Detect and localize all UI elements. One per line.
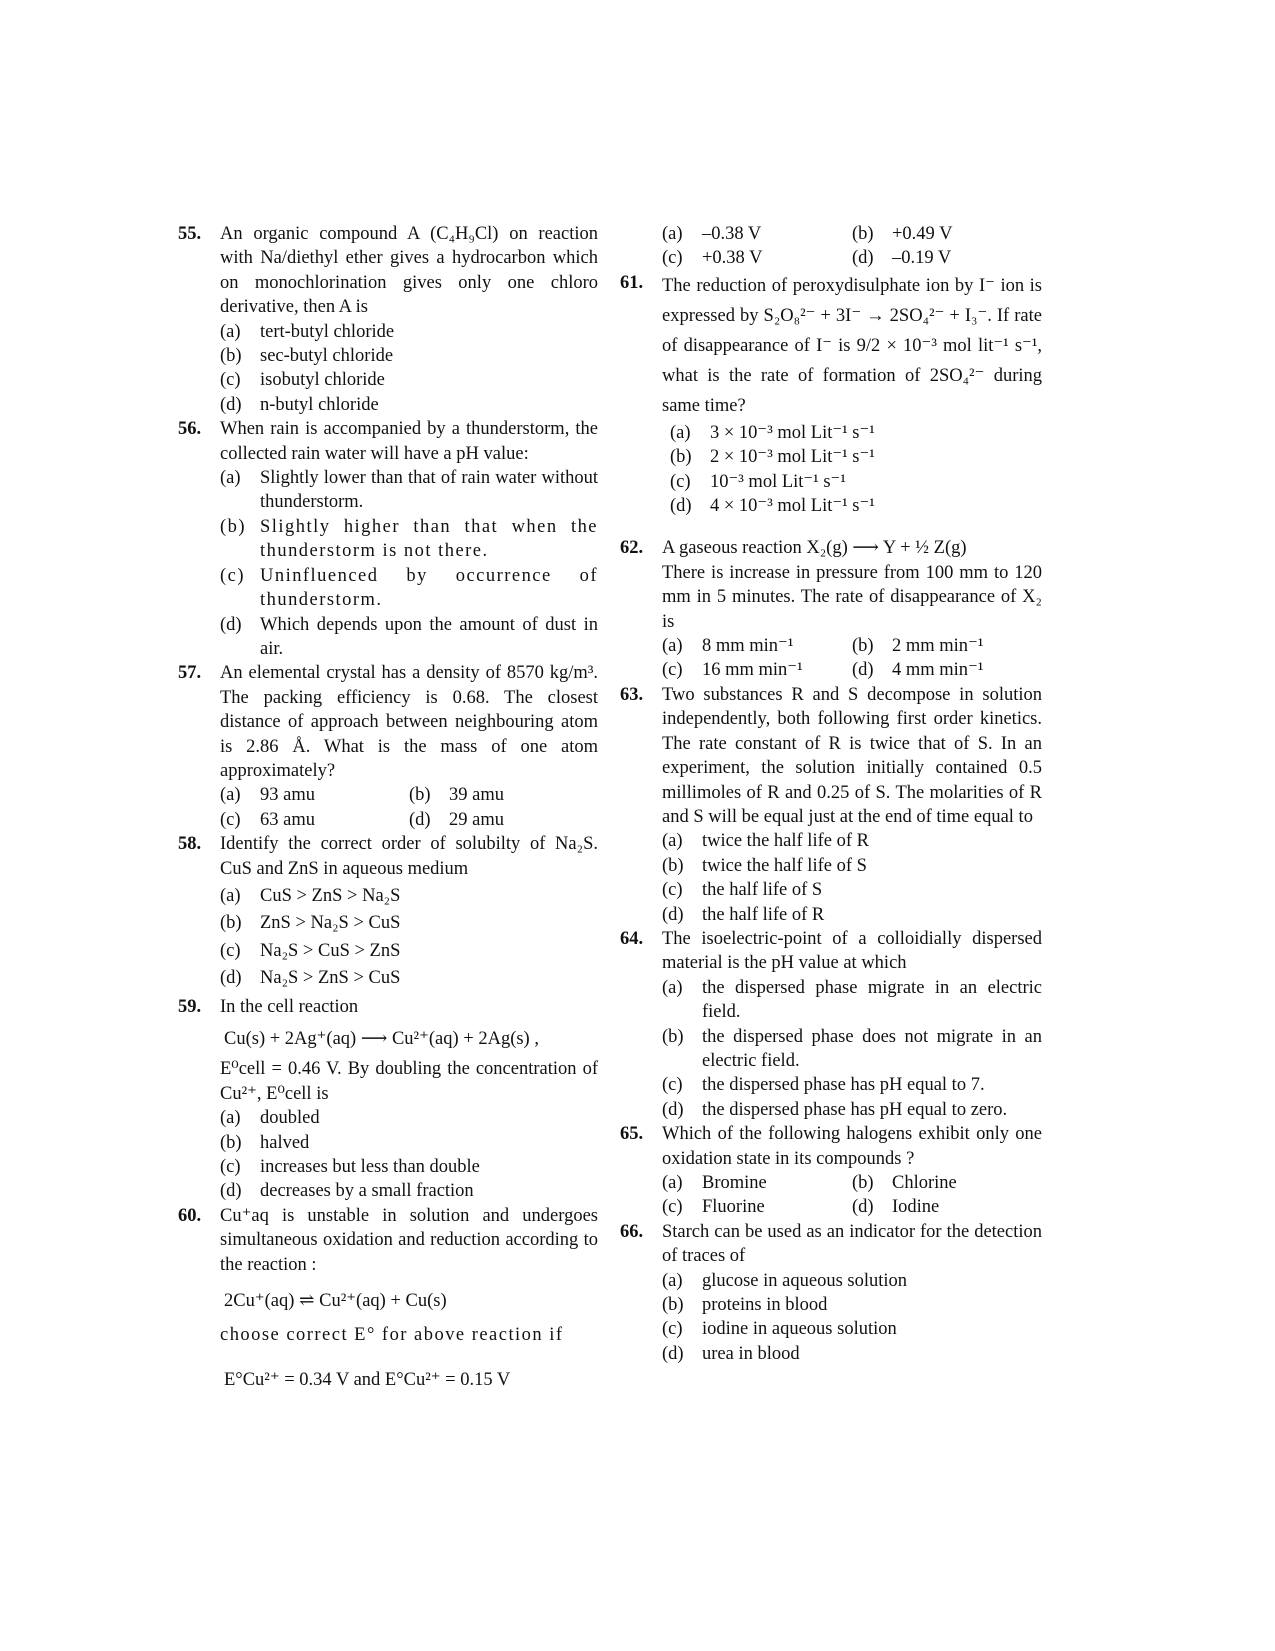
option-label: (c) <box>670 471 691 492</box>
option-label: (a) <box>662 1173 683 1193</box>
option-a <box>662 222 852 246</box>
option-d <box>409 808 598 832</box>
option-b <box>852 634 1042 658</box>
option-text: –0.38 V <box>702 224 762 244</box>
electrode-potentials: E°Cu²⁺ = 0.34 V and E°Cu²⁺ = 0.15 V <box>224 1369 511 1390</box>
option-b <box>220 344 598 368</box>
question-57 <box>178 661 598 832</box>
option-c <box>220 808 409 832</box>
option-label: (d) <box>662 904 684 925</box>
option-text: ZnS > Na₂S > CuS <box>260 913 401 934</box>
option-text: Fluorine <box>702 1197 765 1218</box>
question-number: 61. <box>620 272 644 293</box>
option-a <box>662 829 1042 853</box>
question-61 <box>620 271 1042 519</box>
option-b <box>670 445 1042 469</box>
option-d <box>220 613 598 662</box>
option-text: Iodine <box>892 1197 940 1218</box>
option-d <box>220 966 598 990</box>
option-b <box>662 854 1042 878</box>
options-grid <box>220 783 598 832</box>
option-label: (d) <box>662 1343 684 1364</box>
option-label: (a) <box>662 977 683 998</box>
question-66 <box>620 1220 1042 1366</box>
option-text: iodine in aqueous solution <box>702 1319 897 1340</box>
option-text: the dispersed phase does not migrate in an electric field. <box>702 1026 1042 1071</box>
question-63 <box>620 683 1042 927</box>
option-label: (c) <box>662 660 683 681</box>
option-label: (c) <box>220 809 241 830</box>
option-label: (d) <box>220 614 242 635</box>
question-text: There is increase in pressure from 100 mm to 120 mm in 5 minutes. The rate of disappearance of X₂ is <box>662 562 1042 632</box>
question-text: Cu⁺aq is unstable in solution and undergoes simultaneous oxidation and reduction according to the reaction : <box>220 1205 598 1275</box>
option-label: (b) <box>670 447 692 468</box>
option-text: Na₂S > ZnS > CuS <box>260 968 401 989</box>
question-text: When rain is accompanied by a thunderstorm, the collected rain water will have a pH value: <box>220 419 598 464</box>
option-label: (c) <box>220 370 241 391</box>
option-label: (d) <box>220 968 242 989</box>
option-text: glucose in aqueous solution <box>702 1270 908 1291</box>
option-c <box>662 878 1042 902</box>
option-label: (d) <box>409 809 431 830</box>
option-c <box>662 1317 1042 1341</box>
option-label: (b) <box>852 224 874 244</box>
option-label: (a) <box>662 224 683 244</box>
option-text: Which depends upon the amount of dust in air. <box>260 614 598 659</box>
option-text: +0.38 V <box>702 248 763 269</box>
question-number: 56. <box>178 419 202 440</box>
reaction-equation: A gaseous reaction X₂(g) ⟶ Y + ½ Z(g) <box>662 538 967 559</box>
option-text: Uninfluenced by occurrence of thunderstorm. <box>260 565 598 611</box>
option-text: 63 amu <box>260 809 315 830</box>
option-text: the dispersed phase has pH equal to zero. <box>702 1099 1008 1120</box>
option-c <box>220 1155 598 1179</box>
option-a <box>220 466 598 515</box>
question-number: 59. <box>178 996 202 1017</box>
option-c <box>662 1073 1042 1097</box>
option-label: (c) <box>662 1319 683 1340</box>
option-label: (b) <box>852 636 874 657</box>
option-text: 4 × 10⁻³ mol Lit⁻¹ s⁻¹ <box>710 496 875 517</box>
option-text: decreases by a small fraction <box>260 1181 474 1202</box>
option-text: the half life of S <box>702 880 823 901</box>
option-c <box>220 564 598 613</box>
options-grid <box>662 634 1042 683</box>
option-label: (c) <box>662 248 683 269</box>
option-text: the half life of R <box>702 904 825 925</box>
option-a <box>662 1171 852 1195</box>
option-text: 10⁻³ mol Lit⁻¹ s⁻¹ <box>710 471 846 492</box>
option-text: Slightly higher than that when the thunderstorm is not there. <box>260 516 598 562</box>
option-label: (b) <box>662 855 684 876</box>
option-label: (b) <box>220 346 242 367</box>
option-a <box>670 421 1042 445</box>
option-text: 3 × 10⁻³ mol Lit⁻¹ s⁻¹ <box>710 422 875 443</box>
option-label: (d) <box>220 1181 242 1202</box>
option-text: tert-butyl chloride <box>260 321 395 342</box>
option-a <box>662 976 1042 1025</box>
option-text: n-butyl chloride <box>260 394 379 415</box>
option-c <box>220 368 598 392</box>
option-c <box>662 246 852 270</box>
option-d <box>852 246 1042 270</box>
option-d <box>220 1179 598 1203</box>
question-text-2: E⁰cell = 0.46 V. By doubling the concentration of Cu²⁺, E⁰cell is <box>220 1059 598 1104</box>
question-number: 66. <box>620 1221 644 1242</box>
option-b <box>409 783 598 807</box>
option-b <box>852 222 1042 246</box>
option-b <box>220 911 598 935</box>
option-c <box>662 1195 852 1219</box>
question-number: 57. <box>178 663 202 684</box>
option-text: 8 mm min⁻¹ <box>702 636 794 657</box>
disproportionation-equation: 2Cu⁺(aq) ⇌ Cu²⁺(aq) + Cu(s) <box>224 1291 447 1312</box>
option-d <box>670 494 1042 518</box>
left-column <box>178 222 598 1398</box>
option-d <box>662 1342 1042 1366</box>
question-number: 64. <box>620 928 644 949</box>
option-text: 16 mm min⁻¹ <box>702 660 803 681</box>
option-text: 93 amu <box>260 785 315 806</box>
cell-reaction-equation: Cu(s) + 2Ag⁺(aq) ⟶ Cu²⁺(aq) + 2Ag(s) , <box>224 1029 539 1049</box>
option-d <box>852 1195 1042 1219</box>
question-number: 58. <box>178 834 202 855</box>
option-text: Na₂S > CuS > ZnS <box>260 940 401 961</box>
question-60-options <box>620 222 1042 271</box>
option-b <box>852 1171 1042 1195</box>
question-58 <box>178 832 598 990</box>
option-b <box>220 1131 598 1155</box>
question-text: Which of the following halogens exhibit only one oxidation state in its compounds ? <box>662 1124 1042 1169</box>
question-text-2: choose correct E° for above reaction if <box>220 1325 564 1346</box>
option-text: +0.49 V <box>892 224 953 244</box>
question-56 <box>178 417 598 661</box>
options-grid <box>662 1171 1042 1220</box>
option-text: the dispersed phase migrate in an electric field. <box>702 977 1042 1023</box>
option-label: (b) <box>852 1173 874 1193</box>
option-label: (c) <box>662 880 683 901</box>
question-65 <box>620 1122 1042 1220</box>
option-text: increases but less than double <box>260 1157 480 1178</box>
option-text: CuS > ZnS > Na₂S <box>260 885 401 906</box>
option-label: (d) <box>852 1197 874 1218</box>
option-label: (a) <box>220 468 241 489</box>
option-d <box>852 658 1042 682</box>
option-label: (a) <box>662 1270 683 1291</box>
option-label: (a) <box>220 885 241 906</box>
right-column <box>620 222 1042 1366</box>
option-c <box>670 470 1042 494</box>
option-text: the dispersed phase has pH equal to 7. <box>702 1075 985 1096</box>
question-text: Identify the correct order of solubilty of Na₂S. CuS and ZnS in aqueous medium <box>220 834 598 879</box>
option-text: 2 × 10⁻³ mol Lit⁻¹ s⁻¹ <box>710 447 875 468</box>
question-number: 65. <box>620 1124 644 1145</box>
option-d <box>662 1098 1042 1122</box>
option-label: (b) <box>220 913 242 934</box>
option-a <box>662 634 852 658</box>
option-label: (d) <box>852 248 874 269</box>
option-label: (d) <box>662 1099 684 1120</box>
option-text: doubled <box>260 1108 320 1129</box>
option-label: (a) <box>662 831 683 852</box>
question-text: Two substances R and S decompose in solution independently, both following first order kinetics. The rate constant of R is twice that of S. In an experiment, the solution initially contained 0.5 millimoles of R and 0.25 of S. The molarities of R and S will be equal just at the end of time equal to <box>662 684 1042 827</box>
option-a <box>220 1106 598 1130</box>
option-text: 2 mm min⁻¹ <box>892 636 984 657</box>
option-label: (c) <box>220 565 245 586</box>
option-text: sec-butyl chloride <box>260 346 394 367</box>
option-label: (d) <box>220 394 242 415</box>
question-text: Starch can be used as an indicator for the detection of traces of <box>662 1221 1042 1267</box>
question-60 <box>178 1204 598 1392</box>
option-text: 4 mm min⁻¹ <box>892 660 984 681</box>
option-text: urea in blood <box>702 1343 800 1364</box>
option-text: proteins in blood <box>702 1295 828 1316</box>
option-label: (a) <box>670 422 691 443</box>
option-a <box>662 1269 1042 1293</box>
option-label: (b) <box>220 1132 242 1153</box>
option-label: (b) <box>409 785 431 806</box>
option-label: (a) <box>662 636 683 657</box>
option-label: (a) <box>220 785 241 806</box>
option-label: (a) <box>220 1108 241 1129</box>
option-text: halved <box>260 1132 310 1153</box>
option-d <box>220 393 598 417</box>
option-text: –0.19 V <box>892 248 952 269</box>
option-a <box>220 783 409 807</box>
question-number: 63. <box>620 684 644 705</box>
question-text: The reduction of peroxydisulphate ion by I⁻ ion is expressed by S₂O₈²⁻ + 3I⁻ → 2SO₄²⁻ + I₃⁻. If rate of disappearance of I⁻ is 9/2 × 10⁻³ mol lit⁻¹ s⁻¹, what is the rate of formation of 2SO₄²⁻ during same time? <box>662 275 1042 416</box>
question-number: 62. <box>620 538 644 559</box>
option-b <box>662 1025 1042 1074</box>
option-text: Bromine <box>702 1173 767 1193</box>
option-label: (d) <box>852 660 874 681</box>
question-59 <box>178 995 598 1204</box>
option-d <box>662 903 1042 927</box>
option-text: isobutyl chloride <box>260 370 385 391</box>
question-text: In the cell reaction <box>220 996 359 1017</box>
option-text: 39 amu <box>449 785 504 806</box>
option-label: (b) <box>662 1295 684 1316</box>
option-label: (c) <box>662 1197 683 1218</box>
option-label: (b) <box>662 1026 684 1047</box>
option-a <box>220 320 598 344</box>
option-label: (c) <box>220 940 241 961</box>
question-62 <box>620 536 1042 682</box>
option-b <box>662 1293 1042 1317</box>
option-a <box>220 884 598 908</box>
option-text: twice the half life of S <box>702 855 867 876</box>
question-text: The isoelectric-point of a colloidially dispersed material is the pH value at which <box>662 928 1042 974</box>
options-list <box>662 421 1042 519</box>
option-text: 29 amu <box>449 809 504 830</box>
question-text: An elemental crystal has a density of 8570 kg/m³. The packing efficiency is 0.68. The closest distance of approach between neighbouring atom is 2.86 Å. What is the mass of one atom approximately? <box>220 663 598 781</box>
option-text: Chlorine <box>892 1173 957 1193</box>
question-number: 60. <box>178 1205 202 1226</box>
question-64 <box>620 927 1042 1122</box>
option-label: (a) <box>220 321 241 342</box>
option-c <box>662 658 852 682</box>
option-label: (d) <box>670 496 692 517</box>
option-label: (c) <box>220 1157 241 1178</box>
option-b <box>220 515 598 564</box>
option-text: Slightly lower than that of rain water without thunderstorm. <box>260 468 598 513</box>
option-label: (c) <box>662 1075 683 1096</box>
question-text: An organic compound A (C₄H₉Cl) on reaction with Na/diethyl ether gives a hydrocarbon which on monochlorination gives only one chloro derivative, then A is <box>220 224 598 318</box>
question-55 <box>178 222 598 417</box>
option-label: (b) <box>220 516 247 537</box>
question-number: 55. <box>178 224 202 244</box>
option-text: twice the half life of R <box>702 831 869 852</box>
option-c <box>220 939 598 963</box>
